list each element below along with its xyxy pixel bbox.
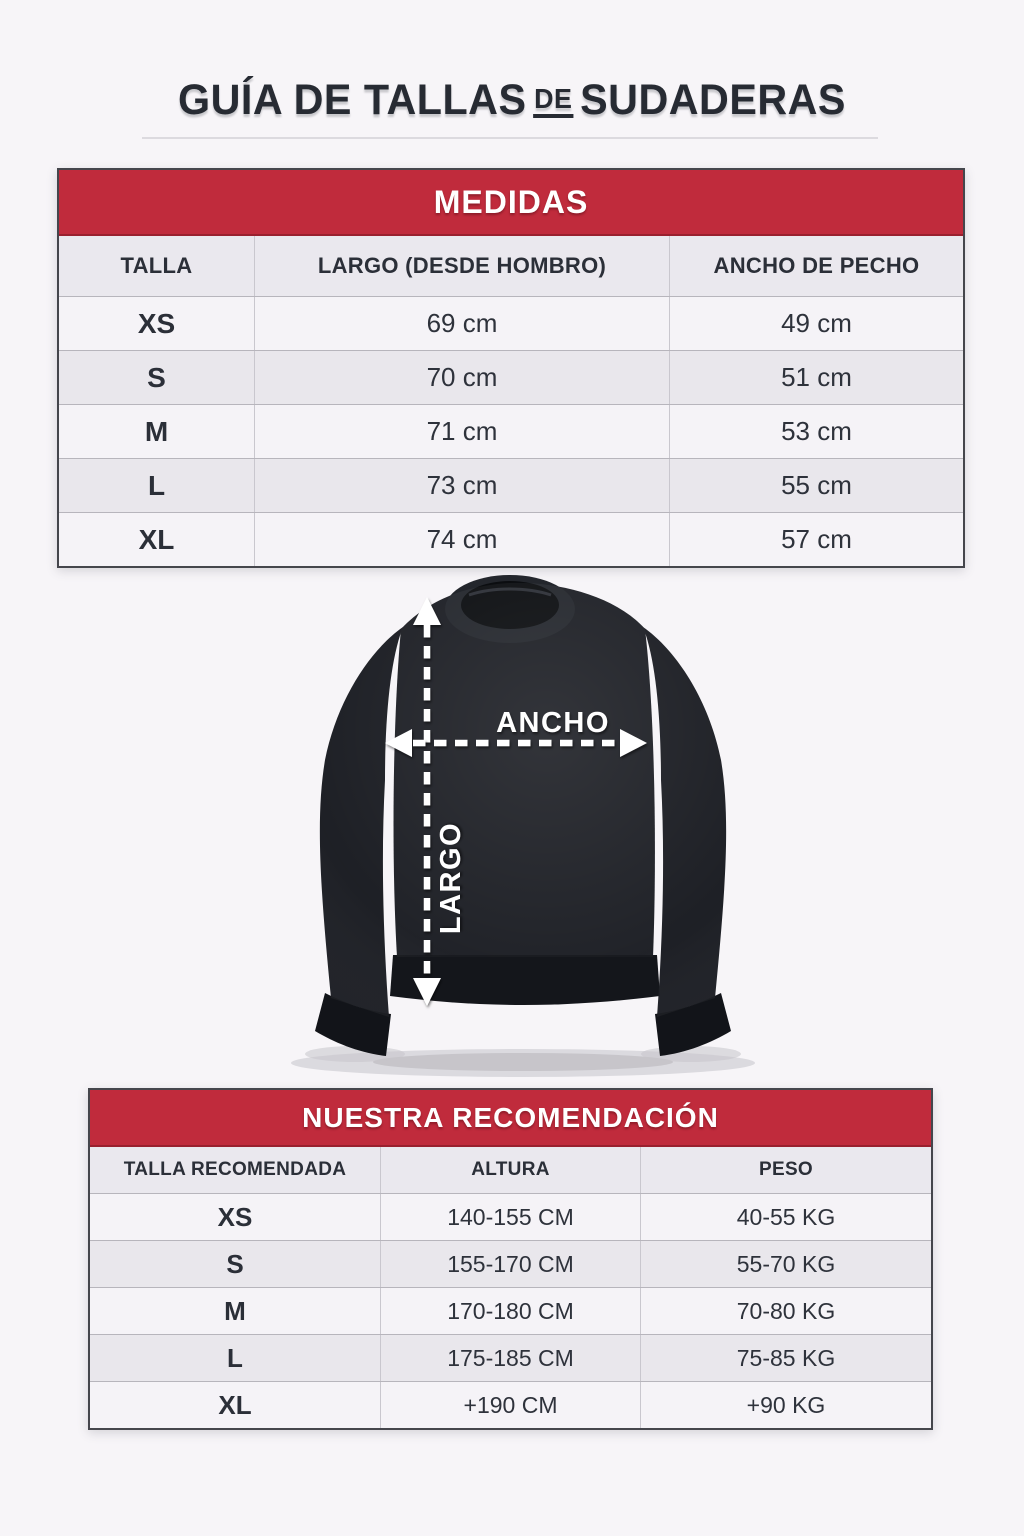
- cell-peso: 70-80 KG: [640, 1288, 931, 1334]
- table-row: [59, 350, 963, 404]
- recomendacion-column-header-row: [90, 1147, 931, 1193]
- cell-ancho: 49 cm: [669, 297, 963, 350]
- cell-largo: 74 cm: [254, 513, 669, 566]
- cell-talla: XS: [137, 307, 176, 339]
- largo-label: LARGO: [435, 821, 467, 935]
- table-row: [90, 1193, 931, 1240]
- column-header-peso: PESO: [640, 1147, 931, 1193]
- page-title: [20, 76, 1003, 125]
- column-header-ancho: ANCHO DE PECHO: [669, 236, 963, 296]
- cell-peso: +90 KG: [640, 1382, 931, 1428]
- recomendacion-table-title: NUESTRA RECOMENDACIÓN: [90, 1090, 931, 1147]
- cell-ancho: 51 cm: [669, 351, 963, 404]
- cell-talla: XL: [218, 1389, 252, 1420]
- column-header-talla: TALLA: [120, 253, 193, 278]
- table-row: [59, 512, 963, 566]
- cell-ancho: 53 cm: [669, 405, 963, 458]
- cell-altura: 175-185 CM: [380, 1335, 640, 1381]
- column-header-largo: LARGO (DESDE HOMBRO): [254, 236, 669, 296]
- cell-altura: 140-155 CM: [380, 1194, 640, 1240]
- medidas-table: [57, 168, 965, 568]
- column-header-altura: ALTURA: [380, 1147, 640, 1193]
- cell-talla: M: [224, 1295, 246, 1326]
- page-title-de: DE: [533, 85, 573, 118]
- cell-largo: 71 cm: [254, 405, 669, 458]
- cell-ancho: 55 cm: [669, 459, 963, 512]
- cell-ancho: 57 cm: [669, 513, 963, 566]
- table-row: [90, 1381, 931, 1428]
- sweatshirt-illustration: [255, 565, 775, 1085]
- cell-altura: 155-170 CM: [380, 1241, 640, 1287]
- cell-peso: 75-85 KG: [640, 1335, 931, 1381]
- ancho-label: ANCHO: [496, 707, 610, 739]
- page-title-prefix: GUÍA DE TALLAS: [178, 76, 527, 124]
- cell-talla: L: [227, 1342, 243, 1373]
- recomendacion-table: [88, 1088, 933, 1430]
- cell-peso: 40-55 KG: [640, 1194, 931, 1240]
- cell-largo: 69 cm: [254, 297, 669, 350]
- page-title-suffix: SUDADERAS: [580, 76, 846, 124]
- cell-talla: XL: [138, 523, 175, 555]
- table-row: [59, 404, 963, 458]
- column-header-talla-recomendada: TALLA RECOMENDADA: [123, 1159, 347, 1180]
- cell-talla: XS: [217, 1201, 253, 1232]
- table-row: [90, 1240, 931, 1287]
- table-row: [59, 296, 963, 350]
- table-row: [90, 1334, 931, 1381]
- cell-largo: 73 cm: [254, 459, 669, 512]
- cell-talla: S: [147, 361, 166, 393]
- cell-altura: 170-180 CM: [380, 1288, 640, 1334]
- cell-largo: 70 cm: [254, 351, 669, 404]
- medidas-table-title: MEDIDAS: [59, 170, 963, 236]
- table-row: [59, 458, 963, 512]
- title-divider: [142, 137, 878, 139]
- cell-peso: 55-70 KG: [640, 1241, 931, 1287]
- medidas-column-header-row: [59, 236, 963, 296]
- cell-talla: L: [147, 469, 166, 501]
- cell-talla: S: [226, 1248, 244, 1279]
- floor-shadow-core: [373, 1053, 673, 1071]
- cell-talla: M: [144, 415, 169, 447]
- cell-altura: +190 CM: [380, 1382, 640, 1428]
- sweatshirt-diagram: [255, 565, 775, 1085]
- table-row: [90, 1287, 931, 1334]
